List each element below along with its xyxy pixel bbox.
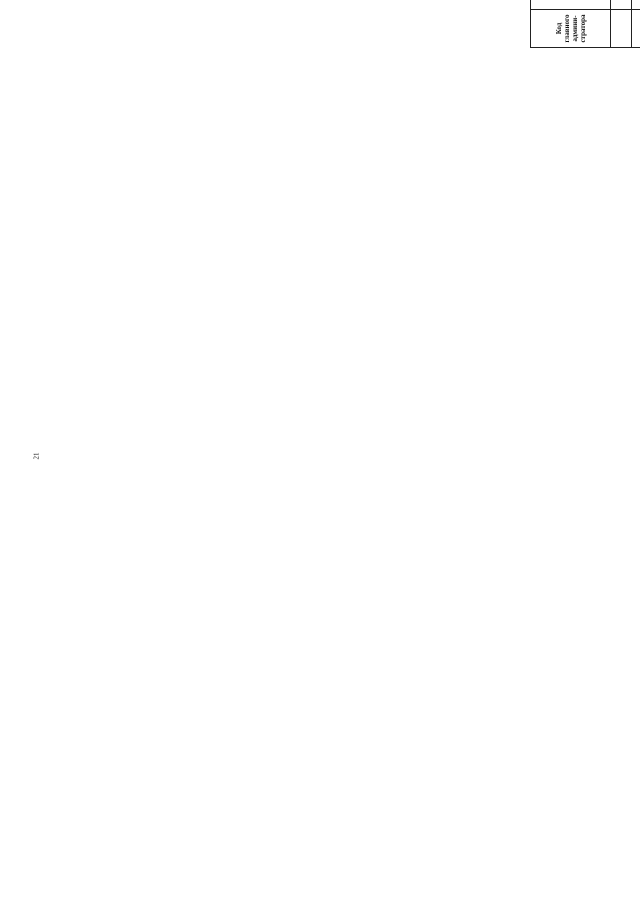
- page-number: 21: [32, 452, 41, 460]
- row-admin-code: [611, 9, 632, 47]
- header-admin-code: Код главного админи-стратора: [531, 9, 611, 47]
- rotated-page: [530, 0, 640, 48]
- revenue-table: [530, 0, 640, 48]
- row-budget-code: [632, 0, 640, 9]
- row-admin-code: [632, 9, 640, 47]
- row-budget-code: [611, 0, 632, 9]
- header-budget-code: [531, 0, 611, 9]
